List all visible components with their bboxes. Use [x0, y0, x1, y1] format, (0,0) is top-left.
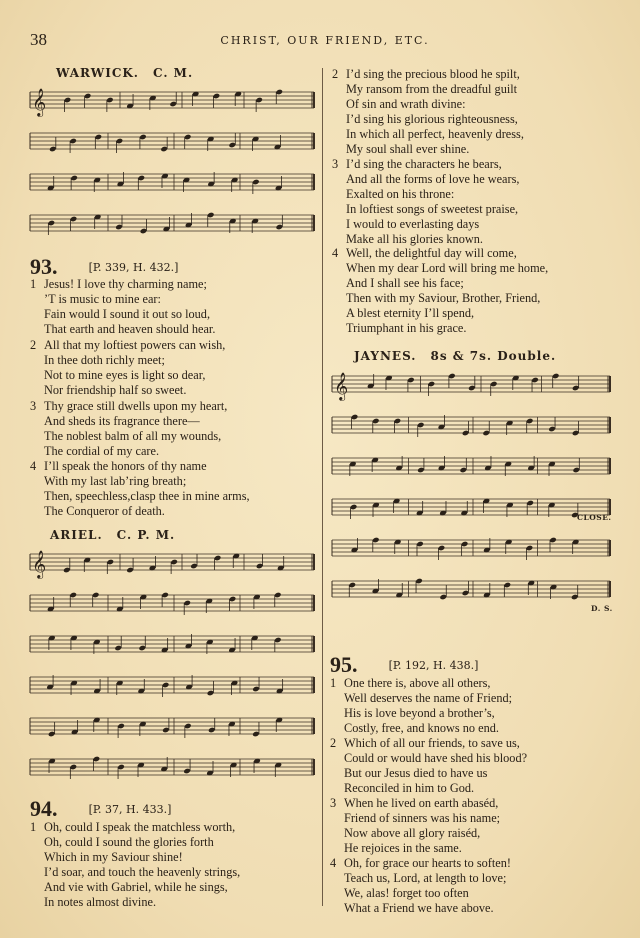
line-text: In notes almost divine.	[44, 895, 157, 909]
tune-name: JAYNES.	[354, 349, 417, 363]
hymn-line	[30, 292, 215, 307]
line-text: My ransom from the dreadful guilt	[346, 82, 518, 96]
hymn-line	[330, 751, 527, 766]
line-text: Thy grace still dwells upon my heart,	[44, 399, 228, 413]
staff-drawing	[28, 548, 316, 794]
svg-text:𝄞: 𝄞	[334, 372, 349, 400]
verse-number: 1	[330, 676, 337, 690]
line-text: I’d soar, and touch the heavenly strings,	[44, 865, 241, 879]
stanza	[30, 399, 227, 459]
hymn-line	[332, 112, 524, 127]
line-text: And I shall see his face;	[346, 276, 464, 290]
hymn-line	[330, 781, 527, 796]
tune-name: ARIEL.	[50, 528, 103, 542]
page-number: 38	[30, 30, 47, 49]
line-text: The Conqueror of death.	[44, 504, 165, 518]
hymn-line	[30, 865, 240, 880]
line-text: Which in my Saviour shine!	[44, 850, 183, 864]
stanza	[330, 676, 512, 736]
line-text: The noblest balm of all my wounds,	[44, 429, 222, 443]
hymn-line	[330, 856, 511, 871]
hymn-line	[330, 901, 511, 916]
hymn-line	[30, 444, 227, 459]
hymn-line	[30, 820, 240, 835]
tune-title-ariel	[50, 528, 175, 542]
hymn-line	[330, 766, 527, 781]
line-text: Now above all glory raiséd,	[344, 826, 481, 840]
music-staves-warwick	[28, 86, 316, 250]
ds-mark: D. S.	[591, 604, 613, 613]
hymn-line	[332, 67, 524, 82]
verse-number: 3	[30, 399, 37, 413]
line-text: Which of all our friends, to save us,	[344, 736, 520, 750]
hymn-line	[332, 321, 548, 336]
line-text: Not to mine eyes is light so dear,	[44, 368, 206, 382]
line-text: ’T is music to mine ear:	[44, 292, 161, 306]
line-text: My soul shall ever shine.	[346, 142, 470, 156]
hymn-line	[332, 246, 548, 261]
line-text: Teach us, Lord, at length to love;	[344, 871, 507, 885]
line-text: I’d sing the characters he bears,	[346, 157, 502, 171]
stanza	[30, 820, 240, 910]
line-text: Of sin and wrath divine:	[346, 97, 466, 111]
hymn-line	[30, 399, 227, 414]
hymn-line	[30, 277, 215, 292]
verse-number: 3	[332, 157, 339, 171]
stanza	[30, 277, 215, 337]
line-text: We, alas! forget too often	[344, 886, 469, 900]
hymn-number: 94.	[30, 796, 58, 821]
svg-text:𝄞: 𝄞	[32, 550, 47, 578]
verse-number: 4	[332, 246, 339, 260]
line-text: Friend of sinners was his name;	[344, 811, 501, 825]
line-text: I’d sing his glorious righteousness,	[346, 112, 518, 126]
music-staves-jaynes	[330, 370, 612, 616]
hymn-line	[30, 880, 240, 895]
hymn-line	[30, 353, 225, 368]
line-text: Nor friendship half so sweet.	[44, 383, 187, 397]
hymn-line	[332, 232, 519, 247]
hymn-line	[332, 97, 524, 112]
hymn-line	[330, 811, 500, 826]
tune-name: WARWICK.	[56, 66, 139, 80]
line-text: With my last lab’ring breath;	[44, 474, 187, 488]
hymn-number: 93.	[30, 254, 58, 279]
verse-number: 2	[30, 338, 37, 352]
line-text: What a Friend we have above.	[344, 901, 494, 915]
hymn-line	[330, 886, 511, 901]
hymn-line	[30, 850, 240, 865]
hymn-line	[30, 338, 225, 353]
line-text: And vie with Gabriel, while he sings,	[44, 880, 228, 894]
line-text: I would to everlasting days	[346, 217, 480, 231]
hymn-line	[330, 826, 500, 841]
hymn-line	[332, 202, 519, 217]
tune-meter: C. P. M.	[116, 528, 176, 542]
hymn-line	[30, 504, 250, 519]
stanza	[330, 796, 500, 856]
line-text: The cordial of my care.	[44, 444, 160, 458]
line-text: Fain would I sound it out so loud,	[44, 307, 211, 321]
hymn-line	[30, 895, 240, 910]
line-text: When he lived on earth abaséd,	[344, 796, 499, 810]
line-text: He rejoices in the same.	[344, 841, 462, 855]
hymn-line	[332, 82, 524, 97]
hymn-reference: [P. 192, H. 438.]	[388, 659, 479, 672]
hymn-line	[30, 835, 240, 850]
hymn-line	[30, 383, 225, 398]
hymn-line	[330, 691, 512, 706]
verse-number: 1	[30, 820, 37, 834]
hymn-line	[30, 368, 225, 383]
line-text: And all the forms of love he wears,	[346, 172, 520, 186]
close-mark: CLOSE.	[577, 513, 612, 522]
hymn-line	[330, 871, 511, 886]
tune-meter: C. M.	[152, 66, 194, 80]
hymn-line	[332, 127, 524, 142]
verse-number: 2	[330, 736, 337, 750]
hymn-line	[332, 306, 548, 321]
stanza	[30, 338, 225, 398]
line-text: Costly, free, and knows no end.	[344, 721, 499, 735]
stanza	[330, 736, 527, 796]
hymn-line	[330, 736, 527, 751]
verse-number: 1	[30, 277, 37, 291]
line-text: That earth and heaven should hear.	[44, 322, 216, 336]
line-text: Then with my Saviour, Brother, Friend,	[346, 291, 541, 305]
line-text: A blest eternity I’ll spend,	[346, 306, 475, 320]
staff-drawing	[28, 86, 316, 250]
line-text: Make all his glories known.	[346, 232, 483, 246]
tune-title-warwick	[56, 66, 193, 80]
hymn-line	[330, 676, 512, 691]
line-text: When my dear Lord will bring me home,	[346, 261, 549, 275]
hymn-reference: [P. 339, H. 432.]	[88, 261, 179, 274]
hymn-number: 95.	[330, 652, 358, 677]
verse-number: 3	[330, 796, 337, 810]
column-divider	[322, 68, 323, 906]
hymn-line	[330, 721, 512, 736]
line-text: His is love beyond a brother’s,	[344, 706, 495, 720]
hymn-line	[30, 429, 227, 444]
hymn-reference: [P. 37, H. 433.]	[88, 803, 172, 816]
svg-text:𝄞: 𝄞	[32, 88, 47, 116]
hymn-line	[332, 142, 524, 157]
line-text: Well deserves the name of Friend;	[344, 691, 513, 705]
line-text: Exalted on his throne:	[346, 187, 455, 201]
line-text: Oh, could I speak the matchless worth,	[44, 820, 236, 834]
tune-meter: 8s & 7s. Double.	[430, 349, 557, 363]
hymn-line	[330, 706, 512, 721]
page-header	[0, 30, 640, 50]
hymn-line	[332, 217, 519, 232]
line-text: Well, the delightful day will come,	[346, 246, 517, 260]
hymn-heading-94	[30, 796, 171, 822]
line-text: I’ll speak the honors of thy name	[44, 459, 207, 473]
line-text: Then, speechless,clasp thee in mine arms,	[44, 489, 250, 503]
hymn-line	[30, 489, 250, 504]
hymn-line	[30, 459, 250, 474]
stanza	[30, 459, 250, 519]
line-text: Oh, for grace our hearts to soften!	[344, 856, 511, 870]
stanza	[332, 157, 519, 247]
line-text: In thee doth richly meet;	[44, 353, 165, 367]
line-text: In which all perfect, heavenly dress,	[346, 127, 524, 141]
line-text: Reconciled in him to God.	[344, 781, 475, 795]
hymn-line	[332, 172, 519, 187]
hymn-line	[330, 841, 500, 856]
hymn-line	[332, 187, 519, 202]
hymn-heading-95	[330, 652, 478, 678]
hymn-line	[332, 276, 548, 291]
line-text: Triumphant in his grace.	[346, 321, 467, 335]
line-text: In loftiest songs of sweetest praise,	[346, 202, 519, 216]
music-staves-ariel	[28, 548, 316, 794]
running-title: CHRIST, OUR FRIEND, ETC.	[220, 34, 430, 47]
verse-number: 2	[332, 67, 339, 81]
line-text: Jesus! I love thy charming name;	[44, 277, 207, 291]
stanza	[332, 246, 548, 336]
line-text: But our Jesus died to have us	[344, 766, 488, 780]
hymn-line	[332, 157, 519, 172]
line-text: All that my loftiest powers can wish,	[44, 338, 226, 352]
line-text: Could or would have shed his blood?	[344, 751, 528, 765]
line-text: I’d sing the precious blood he spilt,	[346, 67, 520, 81]
hymn-line	[30, 307, 215, 322]
verse-number: 4	[330, 856, 337, 870]
line-text: One there is, above all others,	[344, 676, 491, 690]
staff-drawing	[330, 370, 612, 616]
hymn-line	[330, 796, 500, 811]
hymn-line	[30, 474, 250, 489]
tune-title-jaynes	[354, 349, 556, 363]
stanza	[332, 67, 524, 157]
line-text: Oh, could I sound the glories forth	[44, 835, 214, 849]
line-text: And sheds its fragrance there—	[44, 414, 200, 428]
hymn-line	[30, 322, 215, 337]
verse-number: 4	[30, 459, 37, 473]
hymn-line	[332, 261, 548, 276]
hymn-line	[332, 291, 548, 306]
hymn-line	[30, 414, 227, 429]
stanza	[330, 856, 511, 916]
